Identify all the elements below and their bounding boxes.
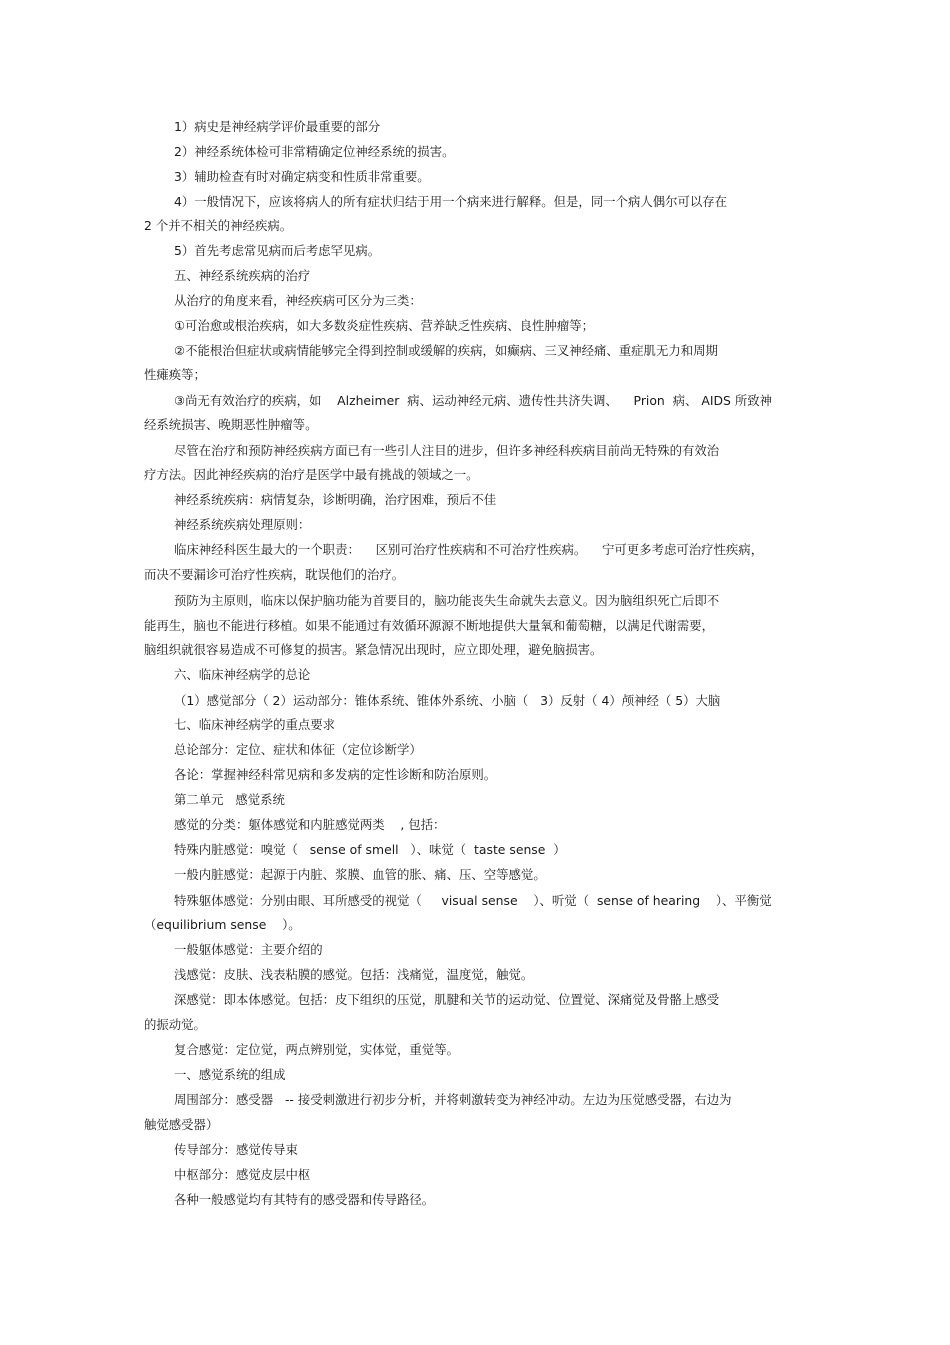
text-line: 2 个并不相关的神经疾病。 — [144, 218, 293, 233]
text-line: 特殊内脏感觉：嗅觉（ sense of smell ）、味觉（ taste sense ） — [174, 842, 566, 857]
text-line: 一般躯体感觉：主要介绍的 — [174, 942, 323, 957]
text-line: 尽管在治疗和预防神经疾病方面已有一些引人注目的进步，但许多神经科疾病目前尚无特殊的有效治 — [174, 443, 720, 458]
text-line: 1）病史是神经病学评价最重要的部分 — [174, 119, 381, 134]
text-line: 传导部分：感觉传导束 — [174, 1142, 298, 1157]
text-line: 中枢部分：感觉皮层中枢 — [174, 1167, 311, 1182]
text-line: 疗方法。因此神经疾病的治疗是医学中最有挑战的领域之一。 — [144, 467, 479, 482]
section-heading: 五、神经系统疾病的治疗 — [174, 268, 311, 283]
text-line: ②不能根治但症状或病情能够完全得到控制或缓解的疾病，如癫病、三叉神经痛、重症肌无力和周期 — [174, 343, 718, 358]
text-line: 一般内脏感觉：起源于内脏、浆膜、血管的胀、痛、压、空等感觉。 — [174, 867, 546, 882]
text-line: （equilibrium sense ）。 — [144, 917, 301, 932]
text-line: ①可治愈或根治疾病，如大多数炎症性疾病、营养缺乏性疾病、良性肿瘤等； — [174, 318, 594, 333]
text-line: 总论部分：定位、症状和体征（定位诊断学） — [174, 742, 422, 757]
text-line: 各种一般感觉均有其特有的感受器和传导路径。 — [174, 1192, 435, 1207]
text-line: 特殊躯体感觉：分别由眼、耳所感受的视觉（ visual sense ）、听觉（ sense of hearing ）、平衡觉 — [174, 893, 772, 908]
section-heading: 一、感觉系统的组成 — [174, 1067, 286, 1082]
text-line: ③尚无有效治疗的疾病，如 Alzheimer 病、运动神经元病、遗传性共济失调、 Prion 病、 AIDS 所致神 — [174, 393, 773, 408]
section-heading: 七、临床神经病学的重点要求 — [174, 717, 336, 732]
text-line: 感觉的分类：躯体感觉和内脏感觉两类 , 包括： — [174, 817, 446, 832]
text-line: 神经系统疾病：病情复杂，诊断明确，治疗困难，预后不佳 — [174, 492, 497, 507]
text-line: 能再生，脑也不能进行移植。如果不能通过有效循环源源不断地提供大量氧和葡萄糖，以满足代谢需要， — [144, 618, 714, 633]
text-line: 2）神经系统体检可非常精确定位神经系统的损害。 — [174, 144, 455, 159]
text-line: 深感觉：即本体感觉。包括：皮下组织的压觉，肌腱和关节的运动觉、位置觉、深痛觉及骨骼上感受 — [174, 992, 720, 1007]
text-line: 临床神经科医生最大的一个职责： 区别可治疗性疾病和不可治疗性疾病。 宁可更多考虑可治疗性疾病， — [174, 542, 764, 557]
text-line: （1）感觉部分（ 2）运动部分：锥体系统、锥体外系统、小脑（ 3）反射（ 4）颅神经（ 5）大脑 — [174, 693, 721, 708]
text-line: 复合感觉：定位觉，两点辨别觉，实体觉，重觉等。 — [174, 1042, 459, 1057]
section-heading: 第二单元 感觉系统 — [174, 792, 285, 807]
text-line: 而决不要漏诊可治疗性疾病，耽误他们的治疗。 — [144, 567, 405, 582]
text-line: 4）一般情况下，应该将病人的所有症状归结于用一个病来进行解释。但是，同一个病人偶尔可以存在 — [174, 194, 728, 209]
text-line: 触觉感受器） — [144, 1117, 219, 1132]
text-line: 从治疗的角度来看，神经疾病可区分为三类： — [174, 293, 422, 308]
text-line: 周围部分：感受器 -- 接受刺激进行初步分析，并将刺激转变为神经冲动。左边为压觉感受器，右边为 — [174, 1092, 732, 1107]
text-line: 的振动觉。 — [144, 1017, 206, 1032]
text-line: 预防为主原则，临床以保护脑功能为首要目的，脑功能丧失生命就失去意义。因为脑组织死亡后即不 — [174, 593, 720, 608]
text-line: 3）辅助检查有时对确定病变和性质非常重要。 — [174, 169, 430, 184]
text-line: 性瘫痪等； — [144, 367, 206, 382]
text-line: 脑组织就很容易造成不可修复的损害。紧急情况出现时，应立即处理，避免脑损害。 — [144, 642, 603, 657]
section-heading: 六、临床神经病学的总论 — [174, 667, 311, 682]
text-line: 浅感觉：皮肤、浅表粘膜的感觉。包括：浅痛觉，温度觉，触觉。 — [174, 967, 534, 982]
text-line: 各论：掌握神经科常见病和多发病的定性诊断和防治原则。 — [174, 767, 497, 782]
text-line: 5）首先考虑常见病而后考虑罕见病。 — [174, 243, 381, 258]
text-line: 神经系统疾病处理原则： — [174, 517, 311, 532]
text-line: 经系统损害、晚期恶性肿瘤等。 — [144, 417, 318, 432]
